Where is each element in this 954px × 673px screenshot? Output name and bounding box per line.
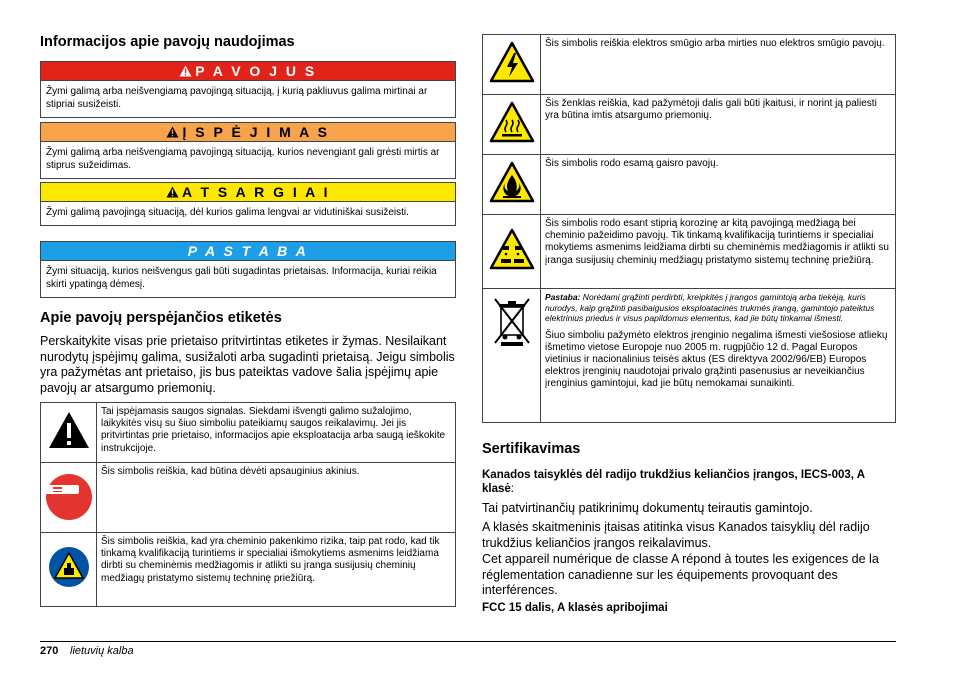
table-row <box>483 95 896 155</box>
table-row <box>483 289 896 423</box>
symbol-description: Šis simbolis rodo esant stiprią korozinę ar kitą pavojingą medžiagą bei cheminio pažeidimo pavojų. Tik tinkamą kvalifikaciją turintiems ir specialiai mokytiems asmenims leidžiama dirbti su cheminėmis medžiagomis ir atlikti su įranga susijusių cheminių medžiagų pristatymo sistemų techninę priežiūrą. <box>541 215 896 289</box>
danger-label: P A V O J U S <box>195 63 317 79</box>
caution-label: A T S A R G I A I <box>181 184 331 200</box>
crossed-out-bin-icon <box>492 295 532 347</box>
table-row <box>41 403 456 463</box>
symbol-description: Tai įspėjamasis saugos signalas. Siekdami išvengti galimo sužalojimo, laikykitės visų su šiuo simboliu pateikiamų saugos reikalavimų. Jei jis pritvirtintas prie prietaiso, informacijos apie eksploatacija arba saugą ieškokite instrukcijoje. <box>97 403 456 463</box>
table-row <box>483 35 896 95</box>
warning-bar <box>40 122 456 142</box>
note-label: Pastaba: <box>545 292 581 302</box>
footer-language: lietuvių kalba <box>70 645 134 657</box>
weee-description <box>541 289 896 423</box>
note-text: Norėdami grąžinti perdirbti, kreipkitės į įrangos gamintoją arba tiekėją, kuris nurodys, kaip grąžinti pasibaigusios eksploatacinės trukmės įrangą, gamintojo pateiktus elektrinius priedus ir visus papildomus elementus, kad jie būtų tinkamai išmesti. <box>545 292 875 323</box>
table-row <box>41 533 456 607</box>
chemical-hazard-icon <box>48 546 90 588</box>
canada-heading: Kanados taisyklės dėl radijo trukdžius keliančios įrangos, IECS-003, A klasė: <box>482 469 865 495</box>
weee-text: Šiuo simboliu pažymėto elektros įrenginio negalima išmesti viešosiose atliekų išmetimo vietose Europoje nuo 2005 m. rugpjūčio 12 d. Pagal Europos vietinius ir nacionalinius teisės aktus (ES direktyva 2002/96/EB) Europos elektros įrenginių naudotojai privalo grąžinti pasenusius ar neveikiančius įrenginius gamintojui, kad jie būtų nemokamai sunaikinti. <box>545 329 888 390</box>
table-row <box>483 215 896 289</box>
footer-divider <box>40 641 896 642</box>
warning-text: Žymi galimą arba neišvengiamą pavojingą situaciją, kurios nevengiant gali grėsti mirtis ar stiprus sužeidimas. <box>40 142 456 179</box>
cert-paragraph-2: A klasės skaitmeninis įtaisas atitinka visus Kanados taisyklių dėl radijo trukdžius keliančios įrangos reikalavimus. <box>482 520 870 550</box>
warning-triangle-icon <box>166 126 179 138</box>
fire-hazard-icon <box>489 161 535 203</box>
safety-goggles-icon <box>45 469 93 521</box>
symbol-description: Šis simbolis reiškia, kad būtina dėvėti apsauginius akinius. <box>97 463 456 533</box>
notice-bar: P A S T A B A <box>40 241 456 261</box>
warning-block <box>40 122 456 179</box>
fcc-heading: FCC 15 dalis, A klasės apribojimai <box>482 602 668 614</box>
table-row <box>483 155 896 215</box>
danger-block <box>40 61 456 118</box>
cert-paragraph-1: Tai patvirtinančių patikrinimų dokumentų teirautis gamintojo. <box>482 501 813 515</box>
symbol-description: Šis ženklas reiškia, kad pažymėtoji dalis gali būti įkaitusi, ir norint ją paliesti yra būtina imtis atsargumo priemonių. <box>541 95 896 155</box>
danger-bar <box>40 61 456 81</box>
notice-text: Žymi situaciją, kurios neišvengus gali būti sugadintas prietaisas. Informacija, kuriai reikia skirti ypatingą dėmesį. <box>40 261 456 298</box>
right-symbols-table <box>482 34 896 423</box>
hazard-info-heading: Informacijos apie pavojų naudojimas <box>40 34 295 50</box>
page-number: 270 <box>40 645 59 657</box>
warning-triangle-icon <box>166 186 179 198</box>
caution-block <box>40 182 456 226</box>
notice-block <box>40 241 456 298</box>
danger-text: Žymi galimą arba neišvengiamą pavojingą situaciją, į kurią pakliuvus galima mirtinai ar stipriai susižeisti. <box>40 81 456 118</box>
symbol-description: Šis simbolis reiškia, kad yra cheminio pakenkimo rizika, taip pat rodo, kad tik tinkamą kvalifikaciją turintiems ir specialiai išmokytiems asmenims leidžiama dirbti su cheminėmis medžiagomis ir atlikti su įranga susijusių cheminių medžiagų pristatymo sistemų techninę priežiūrą. <box>97 533 456 607</box>
warning-triangle-icon <box>179 65 192 77</box>
labels-intro: Perskaitykite visas prie prietaiso pritvirtintas etiketes ir žymas. Nesilaikant nurodytų įspėjimų galima, susižaloti arba sugadinti prietaisą. Jeigu simbolis yra pažymėtas ant prietaiso, jis bus pateiktas vadove šalia įspėjimų apie pavojų ar atsargumo priemonių. <box>40 334 455 395</box>
certification-heading: Sertifikavimas <box>482 441 581 457</box>
canada-heading-text: Kanados taisyklės dėl radijo trukdžius keliančios įrangos, IECS-003, A klasė <box>482 469 865 495</box>
labels-heading: Apie pavojų perspėjančios etiketės <box>40 310 282 326</box>
symbol-description: Šis simbolis rodo esamą gaisro pavojų. <box>541 155 896 215</box>
symbol-description: Šis simbolis reiškia elektros smūgio arba mirties nuo elektros smūgio pavojų. <box>541 35 896 95</box>
left-symbols-table <box>40 402 456 607</box>
warning-label: Į S P Ė J I M A S <box>182 124 330 140</box>
caution-bar <box>40 182 456 202</box>
corrosive-icon <box>489 228 535 270</box>
cert-paragraph-3: Cet appareil numérique de classe A répond à toutes les exigences de la réglementation canadienne sur les équipements provoquant des interférences. <box>482 552 879 597</box>
electric-shock-icon <box>489 41 535 83</box>
hot-surface-icon <box>489 101 535 143</box>
weee-note <box>545 292 891 324</box>
caution-text: Žymi galimą pavojingą situaciją, dėl kurios galima lengvai ar vidutiniškai susižeisti. <box>40 202 456 226</box>
warning-triangle-icon <box>47 410 91 450</box>
table-row <box>41 463 456 533</box>
